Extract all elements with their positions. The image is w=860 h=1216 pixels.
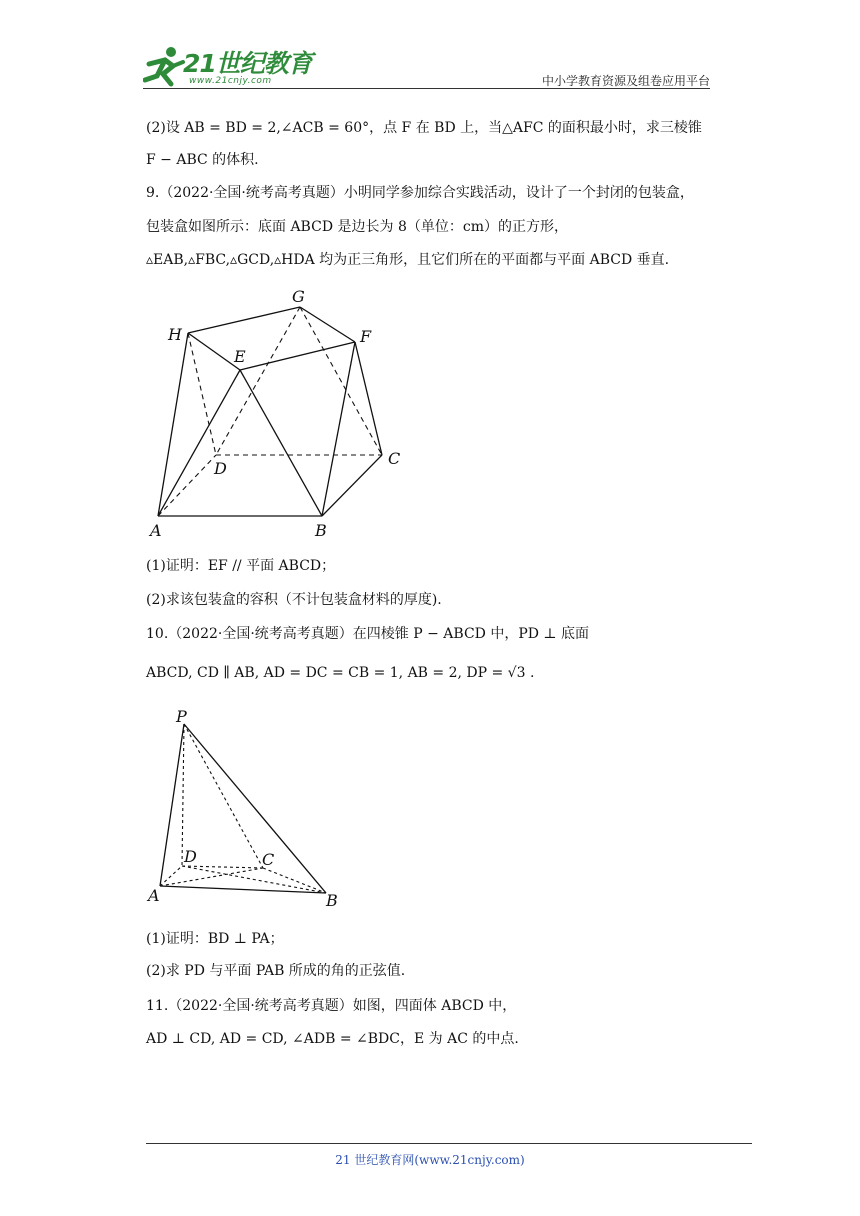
- question-9-part2: (2)求该包装盒的容积（不计包装盒材料的厚度).: [146, 592, 442, 608]
- question-10-conditions: ABCD, CD ∥ AB, AD = DC = CB = 1, AB = 2, DP = √3 .: [146, 665, 535, 681]
- label-A2: A: [148, 886, 160, 905]
- label-B2: B: [326, 891, 338, 910]
- question-9-text: 包装盒如图所示：底面 ABCD 是边长为 8（单位：cm）的正方形，: [146, 219, 568, 235]
- runner-logo-icon: [143, 44, 185, 88]
- label-G: G: [292, 287, 305, 306]
- label-C2: C: [262, 850, 275, 869]
- logo-url: www.21cnjy.com: [189, 76, 272, 86]
- question-9-intro: 9.（2022·全国·统考高考真题）小明同学参加综合实践活动，设计了一个封闭的包装盒，: [146, 185, 694, 201]
- platform-name: 中小学教育资源及组卷应用平台: [541, 74, 710, 88]
- header-divider: [143, 88, 710, 89]
- label-D: D: [214, 459, 227, 478]
- question-9-text-2: ▵EAB,▵FBC,▵GCD,▵HDA 均为正三角形，且它们所在的平面都与平面 ABCD 垂直.: [146, 252, 670, 268]
- question-10-part1: (1)证明：BD ⊥ PA；: [146, 931, 284, 947]
- footer-divider: [146, 1143, 752, 1144]
- label-E: E: [234, 347, 246, 366]
- label-A: A: [150, 521, 162, 540]
- pyramid-figure: [140, 700, 350, 915]
- site-logo: [143, 44, 323, 92]
- logo-text: 21世纪教育: [183, 49, 312, 78]
- question-10-intro: 10.（2022·全国·统考高考真题）在四棱锥 P − ABCD 中，PD ⊥ 底面: [146, 626, 590, 642]
- package-box-figure: [140, 280, 420, 545]
- question-11-intro: 11.（2022·全国·统考高考真题）如图，四面体 ABCD 中，: [146, 998, 517, 1014]
- label-D2: D: [184, 847, 197, 866]
- label-B: B: [315, 521, 327, 540]
- question-8-part2-cont: F − ABC 的体积.: [146, 152, 259, 168]
- footer-link[interactable]: 21 世纪教育网(www.21cnjy.com): [335, 1153, 525, 1167]
- label-P: P: [176, 707, 187, 726]
- label-F: F: [360, 327, 372, 346]
- label-H: H: [168, 325, 182, 344]
- question-11-conditions: AD ⊥ CD, AD = CD, ∠ADB = ∠BDC，E 为 AC 的中点.: [146, 1031, 519, 1047]
- label-C: C: [388, 449, 401, 468]
- question-10-part2: (2)求 PD 与平面 PAB 所成的角的正弦值.: [146, 963, 406, 979]
- question-9-part1: (1)证明：EF // 平面 ABCD；: [146, 558, 336, 574]
- question-8-part2: (2)设 AB = BD = 2,∠ACB = 60°，点 F 在 BD 上，当△AFC 的面积最小时，求三棱锥: [146, 120, 702, 136]
